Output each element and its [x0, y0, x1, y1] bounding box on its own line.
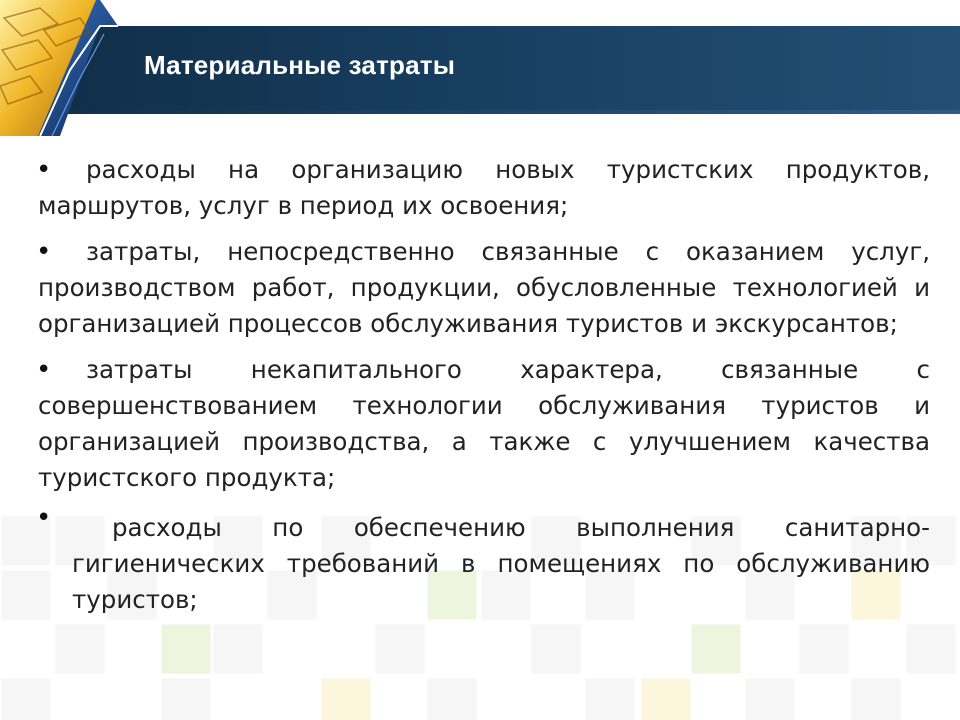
list-item-text: расходы по обеспечению выполнения санитарно-гигиенических требований в помещениях по обслуживанию туристов; — [72, 513, 930, 614]
header-underline — [0, 110, 960, 114]
bullet-icon: • — [36, 355, 52, 385]
list-item-text: затраты, непосредственно связанные с оказанием услуг, производством работ, продукции, обусловленные технологией и организацией процессов обслуживания туристов и экскурсантов; — [38, 237, 930, 338]
bullet-icon: • — [36, 237, 52, 267]
bullet-icon: • — [36, 155, 52, 185]
bullet-icon: • — [36, 503, 52, 533]
gold-bars-image — [0, 0, 120, 136]
list-item — [38, 234, 930, 342]
slide-title: Материальные затраты — [144, 50, 456, 80]
list-item — [38, 352, 930, 496]
list-item-text: затраты некапитального характера, связанные с совершенствованием технологии обслуживания туристов и организацией производства, а также с улучшением качества туристского продукта; — [38, 355, 930, 492]
bullet-list — [38, 152, 930, 628]
list-item — [38, 152, 930, 224]
list-item — [36, 503, 930, 618]
list-item-text: расходы на организацию новых туристских продуктов, маршрутов, услуг в период их освоения; — [38, 155, 930, 220]
